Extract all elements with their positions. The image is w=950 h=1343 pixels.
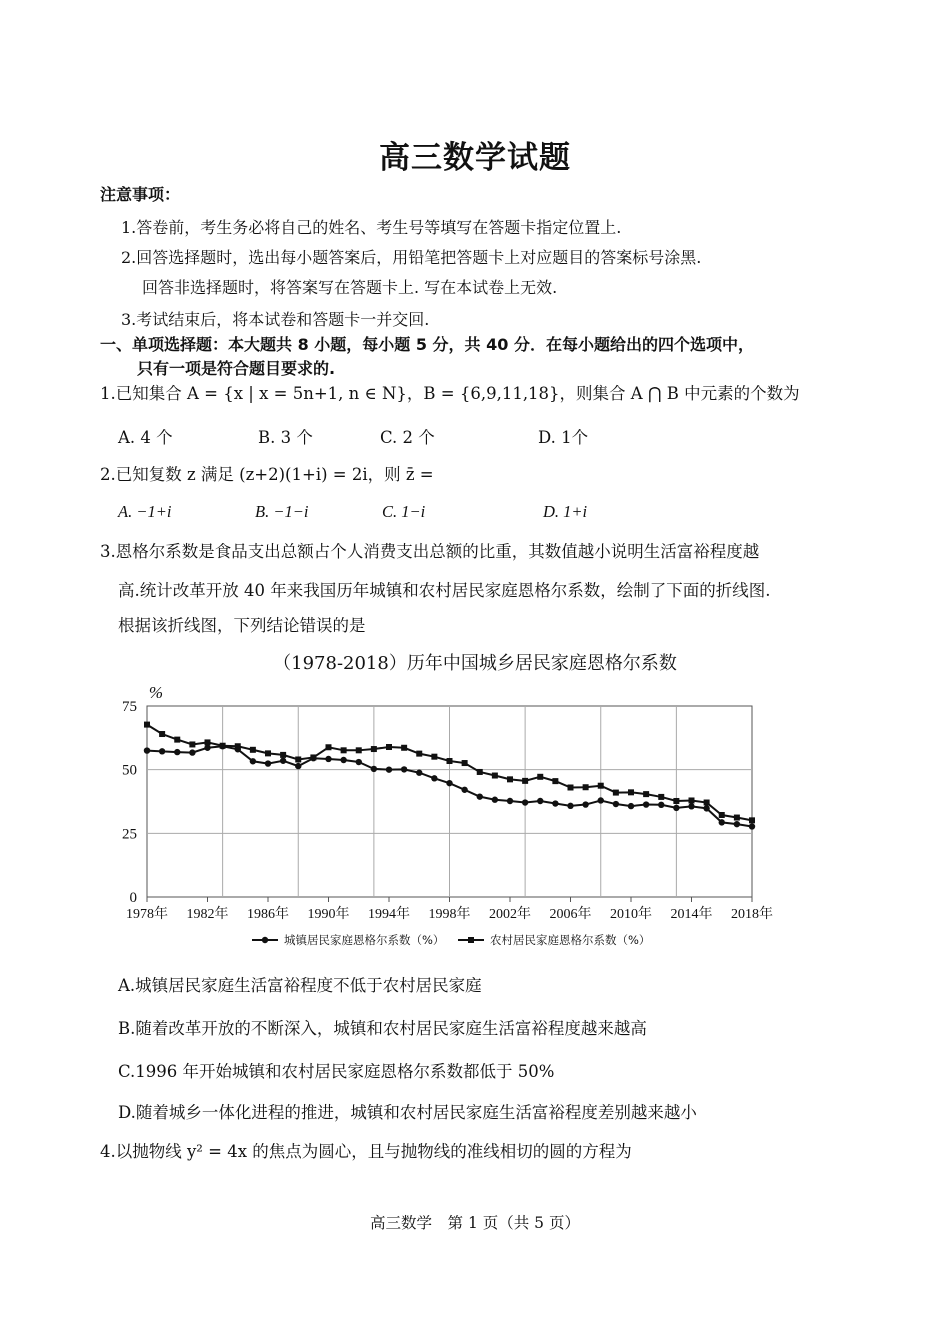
series-0-point	[295, 763, 301, 769]
series-1-point	[673, 798, 679, 804]
legend-label-1: 农村居民家庭恩格尔系数（%）	[490, 933, 651, 947]
question-3-stem-line-2: 高.统计改革开放 40 年来我国历年城镇和农村居民家庭恩格尔系数，绘制了下面的折线图.	[118, 581, 771, 600]
series-0-point	[492, 797, 498, 803]
question-3-option-c: C.1996 年开始城镇和农村居民家庭恩格尔系数都低于 50%	[118, 1062, 555, 1081]
x-tick-label: 1978年	[126, 907, 168, 922]
series-1-point	[386, 744, 392, 750]
y-tick-label: 0	[129, 890, 137, 906]
series-0-point	[688, 803, 694, 809]
series-0-point	[552, 800, 558, 806]
question-2-option-b: B. −1−i	[255, 502, 309, 521]
series-1-point	[416, 751, 422, 757]
y-axis-label: %	[148, 683, 164, 702]
legend-marker-1	[468, 937, 474, 943]
question-1-option-a: A. 4 个	[118, 428, 173, 447]
series-1-point	[310, 754, 316, 760]
series-1-point	[598, 783, 604, 789]
series-1-point	[749, 817, 755, 823]
series-0-point	[386, 766, 392, 772]
notice-item-1: 1.答卷前，考生务必将自己的姓名、考生号等填写在答题卡指定位置上.	[121, 218, 622, 237]
series-1-point	[174, 737, 180, 743]
series-1-point	[628, 789, 634, 795]
question-1-option-c: C. 2 个	[380, 428, 435, 447]
notice-heading: 注意事项：	[100, 185, 181, 204]
series-0-point	[144, 747, 150, 753]
series-0-point	[507, 798, 513, 804]
series-0-point	[582, 801, 588, 807]
series-1-point	[220, 743, 226, 749]
question-3-stem-line-1: 3.恩格尔系数是食品支出总额占个人消费支出总额的比重，其数值越小说明生活富裕程度越	[100, 542, 760, 561]
series-1-point	[144, 722, 150, 728]
x-tick-label: 2010年	[610, 907, 652, 922]
page-title: 高三数学试题	[379, 140, 571, 176]
series-0-point	[250, 758, 256, 764]
series-0-point	[461, 787, 467, 793]
x-tick-label: 2018年	[731, 907, 773, 922]
question-2-option-c: C. 1−i	[382, 502, 426, 521]
section1-heading: 一、单项选择题：本大题共 8 小题，每小题 5 分，共 40 分．在每小题给出的四个选项中，	[100, 335, 754, 354]
question-4-stem: 4.以抛物线 y² = 4x 的焦点为圆心，且与抛物线的准线相切的圆的方程为	[100, 1142, 632, 1161]
x-tick-label: 1986年	[247, 907, 289, 922]
series-1-point	[658, 794, 664, 800]
x-tick-label: 1990年	[307, 907, 350, 922]
series-0-point	[628, 803, 634, 809]
engel-coefficient-line-chart	[100, 678, 800, 958]
series-0-point	[416, 770, 422, 776]
question-3-option-b: B.随着改革开放的不断深入，城镇和农村居民家庭生活富裕程度越来越高	[118, 1019, 647, 1038]
series-0-point	[522, 799, 528, 805]
series-0-point	[673, 805, 679, 811]
chart-title: （1978-2018）历年中国城乡居民家庭恩格尔系数	[273, 653, 677, 674]
series-0-point	[537, 798, 543, 804]
series-0-point	[159, 748, 165, 754]
series-0-point	[431, 775, 437, 781]
x-tick-label: 1998年	[428, 907, 471, 922]
x-tick-label: 1994年	[368, 907, 410, 922]
series-1-point	[326, 744, 332, 750]
question-2-option-d: D. 1+i	[543, 502, 588, 521]
question-1-option-b: B. 3 个	[258, 428, 313, 447]
x-tick-label: 2002年	[489, 907, 531, 922]
series-1-point	[280, 752, 286, 758]
series-0-point	[719, 819, 725, 825]
question-3-option-d: D.随着城乡一体化进程的推进，城镇和农村居民家庭生活富裕程度差别越来越小	[118, 1103, 697, 1122]
series-1-point	[250, 747, 256, 753]
notice-item-3: 3.考试结束后，将本试卷和答题卡一并交回.	[121, 310, 430, 329]
series-0-point	[340, 757, 346, 763]
series-1-point	[719, 812, 725, 818]
y-tick-label: 50	[122, 762, 137, 779]
question-3-option-a: A.城镇居民家庭生活富裕程度不低于农村居民家庭	[118, 976, 482, 995]
legend-label-0: 城镇居民家庭恩格尔系数（%）	[284, 933, 445, 947]
series-0-point	[658, 802, 664, 808]
series-0-point	[613, 801, 619, 807]
legend-marker-0	[262, 937, 268, 943]
y-tick-label: 25	[122, 826, 137, 843]
series-0-point	[189, 749, 195, 755]
series-0-point	[477, 793, 483, 799]
series-0-point	[567, 803, 573, 809]
question-2-stem: 2.已知复数 z 满足 (z+2)(1+i) = 2i，则 z̄ =	[100, 465, 434, 484]
series-0-point	[401, 766, 407, 772]
series-1-point	[568, 784, 574, 790]
section1-heading-cont: 只有一项是符合题目要求的.	[137, 359, 336, 378]
x-tick-label: 2006年	[549, 907, 592, 922]
series-1-point	[522, 778, 528, 784]
series-0-point	[174, 749, 180, 755]
question-3-stem-line-3: 根据该折线图，下列结论错误的是	[118, 616, 366, 635]
question-1-option-d: D. 1个	[538, 428, 589, 447]
series-1-point	[583, 784, 589, 790]
series-0-point	[703, 805, 709, 811]
series-1-point	[189, 741, 195, 747]
series-1-point	[159, 731, 165, 737]
series-1-point	[507, 776, 513, 782]
series-0-point	[265, 760, 271, 766]
series-1-point	[341, 747, 347, 753]
series-1-point	[205, 739, 211, 745]
x-tick-label: 2014年	[670, 907, 713, 922]
series-1-point	[552, 778, 558, 784]
series-0-point	[446, 780, 452, 786]
series-0-point	[204, 745, 210, 751]
series-0-point	[325, 756, 331, 762]
series-1-point	[492, 773, 498, 779]
series-0-point	[280, 758, 286, 764]
series-1-point	[477, 769, 483, 775]
series-0-point	[356, 759, 362, 765]
series-1-point	[235, 743, 241, 749]
series-0-point	[598, 797, 604, 803]
series-1-point	[462, 760, 468, 766]
series-1-point	[401, 745, 407, 751]
series-1-point	[265, 750, 271, 756]
x-tick-label: 1982年	[186, 907, 229, 922]
series-1-point	[371, 746, 377, 752]
series-0-point	[643, 801, 649, 807]
notice-item-2-cont: 回答非选择题时，将答案写在答题卡上. 写在本试卷上无效.	[142, 278, 558, 297]
series-0-point	[734, 821, 740, 827]
series-1-point	[537, 774, 543, 780]
series-1-point	[643, 791, 649, 797]
question-1-stem: 1.已知集合 A = {x | x = 5n+1, n ∈ N}，B = {6,9,11,18}，则集合 A ⋂ B 中元素的个数为	[100, 384, 800, 403]
series-0-point	[371, 766, 377, 772]
series-1-point	[295, 756, 301, 762]
series-1-point	[689, 797, 695, 803]
series-1-point	[613, 790, 619, 796]
question-2-option-a: A. −1+i	[118, 502, 172, 521]
series-1-point	[447, 758, 453, 764]
series-1-point	[704, 800, 710, 806]
series-0-point	[749, 823, 755, 829]
series-1-point	[431, 754, 437, 760]
series-1-point	[356, 747, 362, 753]
notice-item-2: 2.回答选择题时，选出每小题答案后，用铅笔把答题卡上对应题目的答案标号涂黑.	[121, 248, 702, 267]
y-tick-label: 75	[122, 699, 137, 715]
page-footer: 高三数学 第 1 页（共 5 页）	[370, 1214, 580, 1232]
series-1-point	[734, 815, 740, 821]
